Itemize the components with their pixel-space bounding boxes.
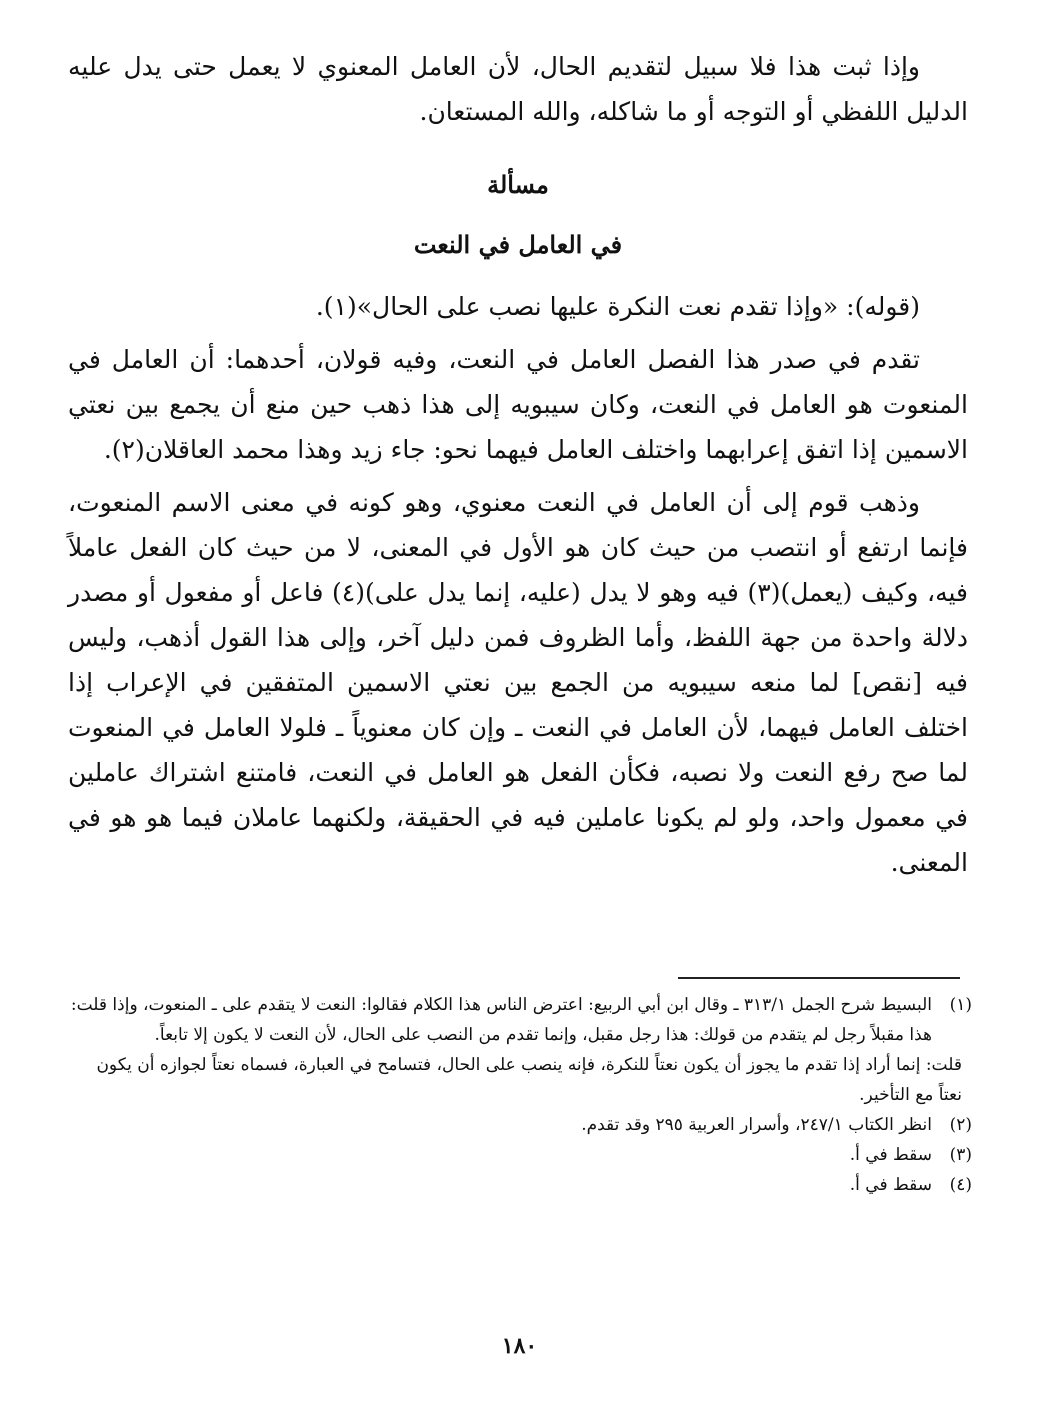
footnote-1-continuation: قلت: إنما أراد إذا تقدم ما يجوز أن يكون نعتاً للنكرة، فإنه ينصب على الحال، فتسامح في العبارة، فسماه نعتاً لجوازه أن يكون نعتاً مع التأخير. — [96, 1055, 962, 1105]
footnote-1 — [68, 990, 972, 1050]
footnote-divider — [678, 977, 960, 979]
footnote-text: سقط في أ. — [849, 1145, 932, 1165]
footnote-text: سقط في أ. — [849, 1175, 932, 1195]
footnote-3 — [68, 1140, 972, 1170]
paragraph-4: وذهب قوم إلى أن العامل في النعت معنوي، وهو كونه في معنى الاسم المنعوت، فإنما ارتفع أو انتصب من حيث كان هو الأول في المعنى، لا من حيث كان الفعل عاملاً فيه، وكيف (يعمل)(٣) فيه وهو لا يدل (عليه، إنما يدل على)(٤) فاعل أو مفعول أو مصدر دلالة واحدة من جهة اللفظ، وأما الظروف فمن دليل آخر، وإلى هذا القول أذهب، وليس فيه [نقص] لما منعه سيبويه من الجمع بين نعتي الاسمين المتفقين في الإعراب إذا اختلف العامل فيهما، لأن العامل في النعت ـ وإن كان معنوياً ـ فلولا العامل في المنعوت لما صح رفع النعت ولا نصبه، فكأن الفعل هو العامل في النعت، فامتنع اشتراك عاملين في معمول واحد، ولو لم يكونا عاملين فيه في الحقيقة، ولكنهما عاملان فيما هو هو في المعنى. — [68, 488, 968, 877]
footnote-number: (٤) — [949, 1175, 972, 1195]
section-title: في العامل في النعت — [413, 230, 623, 259]
paragraph-2: (قوله): «وإذا تقدم نعت النكرة عليها نصب على الحال»(١). — [315, 292, 920, 321]
footnote-number: (٢) — [949, 1115, 972, 1135]
footnote-2 — [68, 1110, 972, 1140]
page-number: ١٨٠ — [501, 1333, 538, 1359]
paragraph-3: تقدم في صدر هذا الفصل العامل في النعت، وفيه قولان، أحدهما: أن العامل في المنعوت هو العامل في النعت، وكان سيبويه إلى هذا ذهب حين منع أن يجمع بين نعتي الاسمين إذا اتفق إعرابهما واختلف العامل فيهما نحو: جاء زيد وهذا محمد العاقلان(٢). — [68, 345, 968, 464]
footnote-text: البسيط شرح الجمل ٣١٣/١ ـ وقال ابن أبي الربيع: اعترض الناس هذا الكلام فقالوا: النعت لا يتقدم على ـ المنعوت، وإذا قلت: هذا مقبلاً رجل لم يتقدم من قولك: هذا رجل مقبل، وإنما تقدم من النصب على الحال، لأن النعت لا يكون إلا تابعاً. — [70, 995, 932, 1045]
footnote-number: (١) — [949, 995, 972, 1015]
footnotes — [68, 990, 972, 1200]
footnote-4 — [68, 1170, 972, 1200]
paragraph-1: وإذا ثبت هذا فلا سبيل لتقديم الحال، لأن العامل المعنوي لا يعمل حتى يدل عليه الدليل اللفظي أو التوجه أو ما شاكله، والله المستعان. — [68, 52, 968, 126]
section-heading: مسألة — [487, 170, 549, 199]
footnote-number: (٣) — [949, 1145, 972, 1165]
main-text — [68, 44, 968, 893]
footnote-text: انظر الكتاب ٢٤٧/١، وأسرار العربية ٢٩٥ وقد تقدم. — [581, 1115, 932, 1135]
